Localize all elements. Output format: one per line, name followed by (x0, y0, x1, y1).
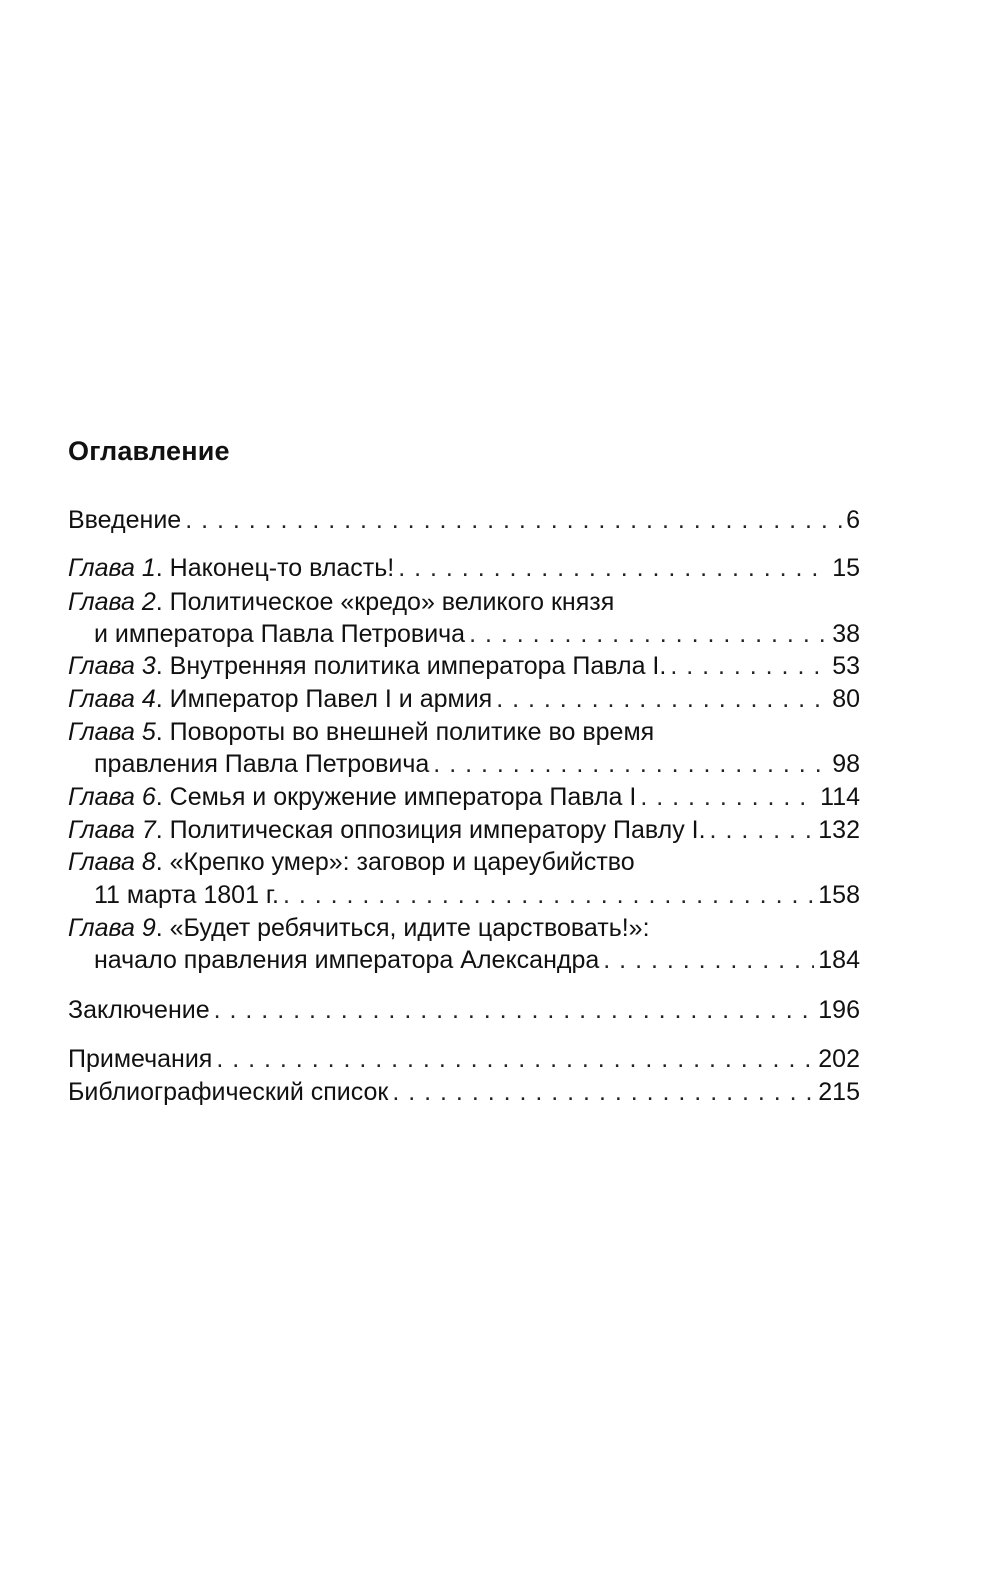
chapter-title: . Внутренняя политика императора Павла I. (155, 652, 667, 680)
toc-entry-page: 98 (832, 750, 860, 778)
toc-entry-chapter-9-cont[interactable] (94, 943, 860, 977)
toc-entry-page: 6 (846, 506, 860, 534)
toc-entry-page: 80 (832, 685, 860, 713)
toc-entry-chapter-2-cont[interactable] (94, 617, 860, 651)
chapter-prefix: Глава 2 (68, 588, 156, 616)
chapter-prefix: Глава 6 (68, 783, 156, 811)
toc-entry-chapter-2[interactable] (68, 585, 860, 619)
dot-leader (670, 649, 828, 683)
toc-entry-chapter-8[interactable] (68, 845, 860, 879)
toc-entry-page: 158 (818, 881, 860, 909)
chapter-prefix: Глава 4 (68, 685, 156, 713)
chapter-prefix: Глава 7 (68, 816, 156, 844)
chapter-title: . Политическое «кредо» великого князя (155, 588, 615, 616)
toc-entry-label: Библиографический список (68, 1078, 389, 1106)
dot-leader (640, 780, 816, 814)
chapter-title-cont: начало правления императора Александра (94, 946, 600, 974)
chapter-title: . Семья и окружение императора Павла I (155, 783, 637, 811)
chapter-title: . Политическая оппозиция императору Павлу I. (155, 816, 706, 844)
toc-entry-label: Примечания (68, 1045, 213, 1073)
dot-leader (392, 1075, 814, 1109)
chapter-title-cont: и императора Павла Петровича (94, 620, 466, 648)
toc-entry-label: Введение (68, 506, 182, 534)
toc-entry-page: 53 (832, 652, 860, 680)
chapter-prefix: Глава 8 (68, 848, 156, 876)
toc-entry-chapter-8-cont[interactable] (94, 878, 860, 912)
chapter-title: . Повороты во внешней политике во время (155, 718, 655, 746)
toc-entry-page: 114 (820, 783, 860, 811)
toc-entry-chapter-3[interactable] (68, 649, 860, 683)
dot-leader (710, 813, 815, 847)
dot-leader (283, 878, 814, 912)
toc-entry-chapter-9[interactable] (68, 911, 860, 945)
toc-entry-chapter-1[interactable] (68, 551, 860, 585)
toc-entry-chapter-5[interactable] (68, 715, 860, 749)
toc-title: Оглавление (68, 436, 230, 466)
toc-entry-notes[interactable] (68, 1042, 860, 1076)
toc-entry-page: 38 (832, 620, 860, 648)
dot-leader (496, 682, 828, 716)
dot-leader (214, 993, 815, 1027)
dot-leader (398, 551, 828, 585)
toc-entry-page: 184 (818, 946, 860, 974)
toc-entry-conclusion[interactable] (68, 993, 860, 1027)
toc-entry-page: 15 (832, 554, 860, 582)
chapter-title: . «Крепко умер»: заговор и цареубийство (155, 848, 635, 876)
chapter-title: . «Будет ребячиться, идите царствовать!»: (155, 914, 650, 942)
chapter-prefix: Глава 3 (68, 652, 156, 680)
dot-leader (185, 503, 842, 537)
chapter-prefix: Глава 1 (68, 554, 156, 582)
chapter-title-cont: 11 марта 1801 г. (94, 881, 279, 909)
toc-entry-page: 132 (818, 816, 860, 844)
toc-entry-label: Заключение (68, 996, 210, 1024)
chapter-title: . Наконец-то власть! (155, 554, 395, 582)
toc-entry-chapter-5-cont[interactable] (94, 747, 860, 781)
toc-entry-chapter-7[interactable] (68, 813, 860, 847)
chapter-title: . Император Павел I и армия (155, 685, 493, 713)
toc-entry-chapter-4[interactable] (68, 682, 860, 716)
toc-entry-bibliography[interactable] (68, 1075, 860, 1109)
toc-entry-page: 202 (818, 1045, 860, 1073)
toc-entry-page: 196 (818, 996, 860, 1024)
dot-leader (469, 617, 828, 651)
dot-leader (603, 943, 814, 977)
chapter-prefix: Глава 5 (68, 718, 156, 746)
chapter-prefix: Глава 9 (68, 914, 156, 942)
toc-entry-chapter-6[interactable] (68, 780, 860, 814)
dot-leader (433, 747, 828, 781)
dot-leader (216, 1042, 814, 1076)
toc-entry-intro[interactable] (68, 503, 860, 537)
chapter-title-cont: правления Павла Петровича (94, 750, 430, 778)
toc-entry-page: 215 (818, 1078, 860, 1106)
